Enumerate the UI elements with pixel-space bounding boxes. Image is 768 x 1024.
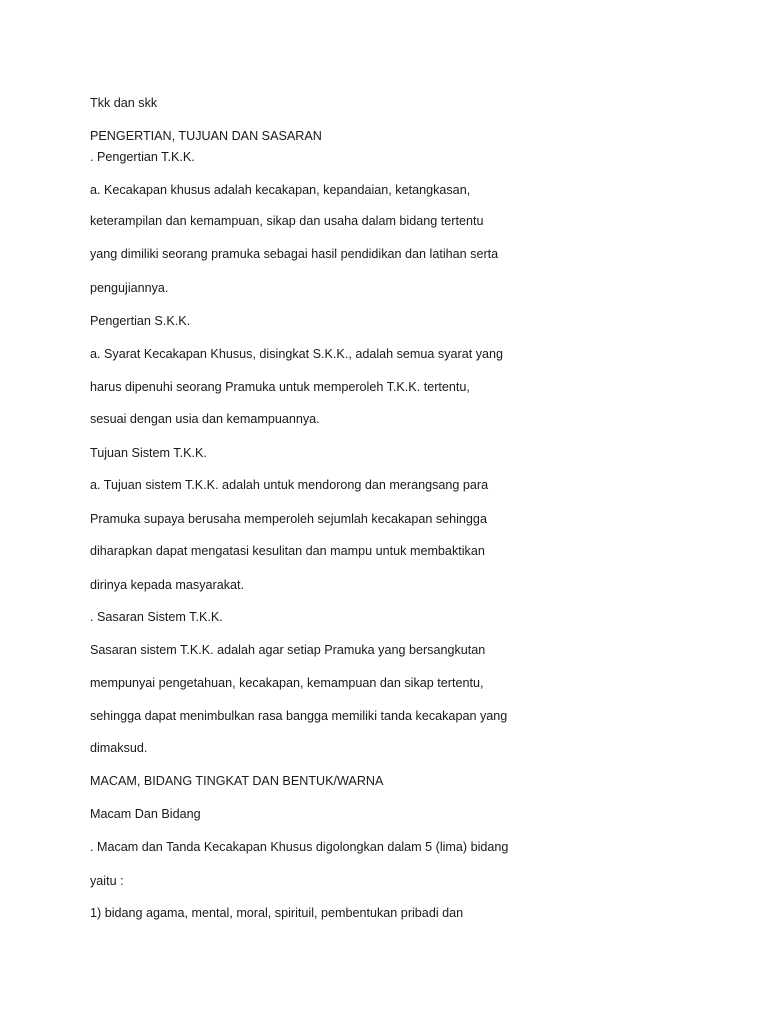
- text-line: Sasaran sistem T.K.K. adalah agar setiap Pramuka yang bersangkutan: [90, 643, 486, 657]
- subheading: . Pengertian T.K.K.: [90, 150, 195, 164]
- text-line: Pramuka supaya berusaha memperoleh sejumlah kecakapan sehingga: [90, 512, 487, 526]
- text-line: a. Syarat Kecakapan Khusus, disingkat S.K.K., adalah semua syarat yang: [90, 347, 504, 361]
- text-line: . Macam dan Tanda Kecakapan Khusus digolongkan dalam 5 (lima) bidang: [90, 840, 509, 854]
- section-heading: PENGERTIAN, TUJUAN DAN SASARAN: [90, 129, 322, 143]
- text-line: mempunyai pengetahuan, kecakapan, kemampuan dan sikap tertentu,: [90, 676, 484, 690]
- text-line: yaitu :: [90, 874, 124, 888]
- text-line: sehingga dapat menimbulkan rasa bangga memiliki tanda kecakapan yang: [90, 709, 508, 723]
- text-line: dirinya kepada masyarakat.: [90, 578, 245, 592]
- text-line: harus dipenuhi seorang Pramuka untuk memperoleh T.K.K. tertentu,: [90, 380, 470, 394]
- section-heading: MACAM, BIDANG TINGKAT DAN BENTUK/WARNA: [90, 774, 384, 788]
- text-line: yang dimiliki seorang pramuka sebagai hasil pendidikan dan latihan serta: [90, 247, 499, 261]
- subheading: Macam Dan Bidang: [90, 807, 201, 821]
- text-line: pengujiannya.: [90, 281, 169, 295]
- text-line: keterampilan dan kemampuan, sikap dan usaha dalam bidang tertentu: [90, 214, 484, 228]
- text-line: a. Kecakapan khusus adalah kecakapan, kepandaian, ketangkasan,: [90, 183, 471, 197]
- subheading: . Sasaran Sistem T.K.K.: [90, 610, 223, 624]
- subheading: Tujuan Sistem T.K.K.: [90, 446, 207, 460]
- text-line: diharapkan dapat mengatasi kesulitan dan mampu untuk membaktikan: [90, 544, 485, 558]
- text-line: 1) bidang agama, mental, moral, spirituil, pembentukan pribadi dan: [90, 906, 464, 920]
- text-line: dimaksud.: [90, 741, 148, 755]
- subheading: Pengertian S.K.K.: [90, 314, 191, 328]
- text-line: sesuai dengan usia dan kemampuannya.: [90, 412, 320, 426]
- text-line: a. Tujuan sistem T.K.K. adalah untuk mendorong dan merangsang para: [90, 478, 489, 492]
- document-title: Tkk dan skk: [90, 96, 158, 110]
